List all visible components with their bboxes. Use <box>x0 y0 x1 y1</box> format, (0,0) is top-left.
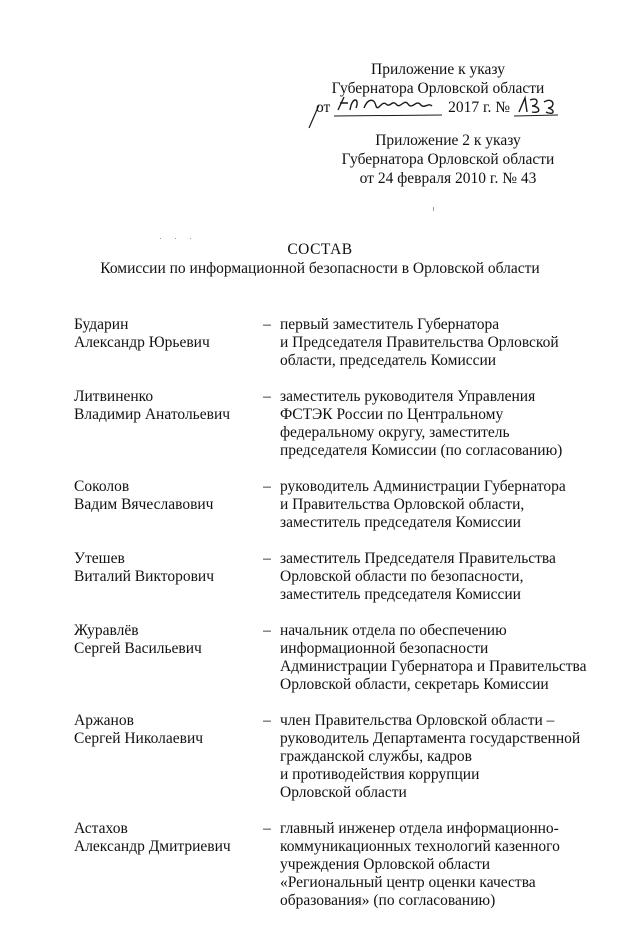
member-position: главный инженер отдела информационно- коммуникационных технологий казенного учреждения Орловской области «Региональный центр оценки качества образования» (по согласованию) <box>280 820 560 909</box>
dash-separator: – <box>263 316 271 333</box>
member-name: Утешев Виталий Викторович <box>74 550 214 585</box>
scan-speck <box>175 238 176 239</box>
member-row <box>74 316 594 370</box>
member-row <box>74 478 594 532</box>
member-row <box>74 388 594 460</box>
dash-separator: – <box>263 820 271 837</box>
date-number-line <box>308 98 568 117</box>
pen-stroke-mark <box>307 104 321 130</box>
date-prefix: от <box>316 99 331 116</box>
member-position: заместитель Председателя Правительства Орловской области по безопасности, заместитель председателя Комиссии <box>280 550 556 603</box>
governor-line-2: Губернатора Орловской области <box>341 151 555 168</box>
original-date-line: от 24 февраля 2010 г. № 43 <box>359 170 537 187</box>
member-row <box>74 820 594 910</box>
appendix-line: Приложение к указу <box>371 61 505 78</box>
member-name: Журавлёв Сергей Васильевич <box>74 622 202 657</box>
member-row <box>74 550 594 604</box>
dash-separator: – <box>263 712 271 729</box>
governor-line: Губернатора Орловской области <box>331 80 545 97</box>
date-year-number: 2017 г. № <box>448 99 511 116</box>
commission-member-list <box>74 316 594 928</box>
member-row <box>74 622 594 694</box>
dash-separator: – <box>263 388 271 405</box>
handwritten-number-scribble <box>514 94 560 118</box>
dash-separator: – <box>263 550 271 567</box>
member-position: заместитель руководителя Управления ФСТЭК России по Центральному федеральному округу, заместитель председателя Комиссии (по согласованию) <box>280 388 563 459</box>
member-position: начальник отдела по обеспечению информационной безопасности Администрации Губернатора и Правительства Орловской области, секретарь Комиссии <box>280 622 587 693</box>
document-title: СОСТАВ <box>287 241 353 258</box>
member-position: первый заместитель Губернатора и Председателя Правительства Орловской области, председатель Комиссии <box>280 316 559 369</box>
scan-speck <box>433 207 434 211</box>
member-name: Аржанов Сергей Николаевич <box>74 712 204 747</box>
dash-separator: – <box>263 478 271 495</box>
document-subtitle: Комиссии по информационной безопасности в Орловской области <box>100 260 540 277</box>
handwritten-date-scribble <box>334 94 444 118</box>
member-row <box>74 712 594 802</box>
handwritten-date <box>334 98 444 117</box>
original-appendix-header <box>328 131 568 188</box>
member-name: Литвиненко Владимир Анатольевич <box>74 388 231 423</box>
member-position: руководитель Администрации Губернатора и Правительства Орловской области, заместитель председателя Комиссии <box>280 478 566 531</box>
member-name: Астахов Александр Дмитриевич <box>74 820 231 855</box>
member-name: Соколов Вадим Вячеславович <box>74 478 214 513</box>
handwritten-number <box>514 98 560 117</box>
decree-appendix-header <box>308 60 568 117</box>
scan-speck <box>160 238 161 239</box>
dash-separator: – <box>263 622 271 639</box>
scan-speck <box>190 238 191 239</box>
member-position: член Правительства Орловской области – руководитель Департамента государственной гражданской службы, кадров и противодействия коррупции Орловской области <box>280 712 581 801</box>
member-name: Бударин Александр Юрьевич <box>74 316 210 351</box>
appendix2-line: Приложение 2 к указу <box>375 132 521 149</box>
